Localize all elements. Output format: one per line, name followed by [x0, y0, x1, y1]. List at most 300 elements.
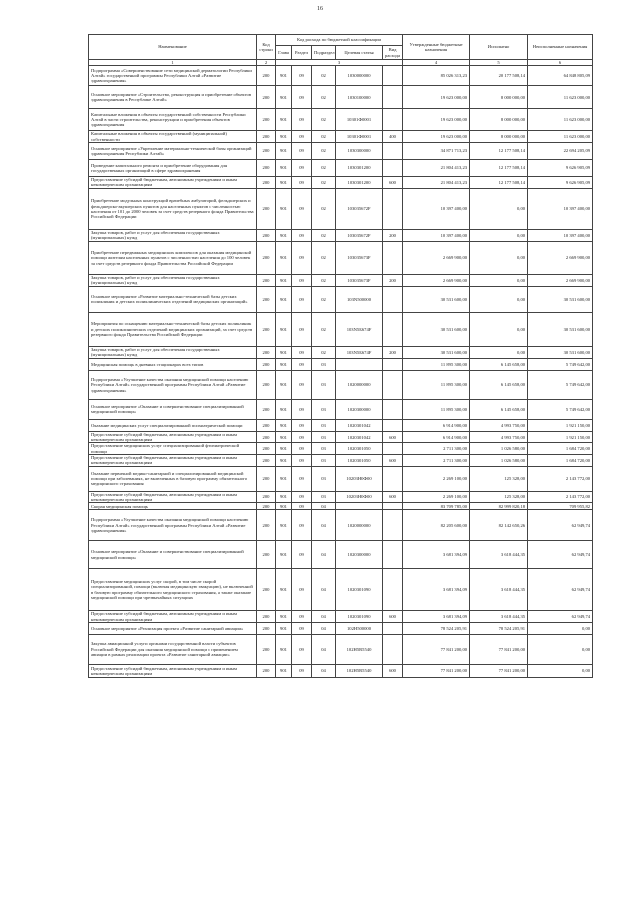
row-section: 09 — [292, 241, 312, 274]
table-row — [89, 159, 593, 176]
table-row — [89, 86, 593, 109]
colnum-5: 5 — [470, 60, 528, 66]
row-chapter: 901 — [276, 634, 292, 664]
row-chapter: 901 — [276, 358, 292, 370]
row-expense-type — [383, 419, 403, 431]
row-expense-type: 600 — [383, 431, 403, 443]
row-target: 1030000000 — [336, 66, 383, 86]
row-name: Скорая медицинская помощь — [89, 503, 257, 510]
row-section: 09 — [292, 503, 312, 510]
table-row — [89, 622, 593, 634]
row-code: 200 — [257, 66, 276, 86]
row-section: 09 — [292, 370, 312, 399]
row-section: 09 — [292, 229, 312, 241]
row-code: 200 — [257, 286, 276, 312]
row-name: Мероприятия по оснащению материально-технической базы детских поликлиник и детских поликлинических отделений медицинских организаций, за счет средств резервного фонда Правительства Российской Федерации — [89, 312, 257, 346]
row-subsection: 02 — [312, 188, 336, 229]
row-section: 09 — [292, 142, 312, 159]
row-approved: 19 623 000,00 — [403, 131, 470, 143]
row-executed: 12 177 508,14 — [470, 176, 528, 188]
row-unexecuted: 11 623 000,00 — [528, 109, 593, 131]
row-chapter: 901 — [276, 503, 292, 510]
row-chapter: 901 — [276, 399, 292, 419]
row-executed: 0,00 — [470, 346, 528, 358]
row-chapter: 901 — [276, 241, 292, 274]
row-target: 1020300000 — [336, 399, 383, 419]
row-chapter: 901 — [276, 66, 292, 86]
row-expense-type — [383, 358, 403, 370]
row-expense-type — [383, 286, 403, 312]
row-expense-type — [383, 86, 403, 109]
row-target: 102Н5R5540 — [336, 664, 383, 677]
row-section: 09 — [292, 131, 312, 143]
row-approved: 11 895 300,00 — [403, 399, 470, 419]
row-section: 09 — [292, 466, 312, 491]
row-chapter: 901 — [276, 346, 292, 358]
row-subsection: 02 — [312, 229, 336, 241]
row-approved: 3 681 394,09 — [403, 611, 470, 623]
row-target: 103035673F — [336, 241, 383, 274]
row-chapter: 901 — [276, 109, 292, 131]
table-row — [89, 241, 593, 274]
row-section: 09 — [292, 286, 312, 312]
row-executed: 4 993 750,00 — [470, 431, 528, 443]
row-code: 200 — [257, 399, 276, 419]
row-approved: 78 524 205,91 — [403, 622, 470, 634]
row-chapter: 901 — [276, 142, 292, 159]
row-name: Предоставление субсидий бюджетным, автономным учреждениям и иным некоммерческим организациям — [89, 176, 257, 188]
row-approved: 11 895 300,00 — [403, 370, 470, 399]
row-section: 09 — [292, 541, 312, 569]
row-chapter: 901 — [276, 370, 292, 399]
row-approved: 11 895 300,00 — [403, 358, 470, 370]
table-row — [89, 176, 593, 188]
row-target: 102Н5R5540 — [336, 634, 383, 664]
header-code: Код строки — [257, 35, 276, 60]
table-row — [89, 399, 593, 419]
row-expense-type — [383, 443, 403, 455]
row-executed: 125 328,00 — [470, 466, 528, 491]
row-unexecuted: 30 531 600,00 — [528, 286, 593, 312]
row-executed: 20 177 508,14 — [470, 66, 528, 86]
header-approved: Утвержденные бюджетные назначения — [403, 35, 470, 60]
row-target: 103035672F — [336, 188, 383, 229]
row-expense-type — [383, 466, 403, 491]
table-row — [89, 109, 593, 131]
row-subsection: 02 — [312, 312, 336, 346]
row-executed: 0,00 — [470, 274, 528, 286]
row-code: 200 — [257, 142, 276, 159]
row-target: 10203Н0Ф00 — [336, 491, 383, 503]
row-name: Предоставление субсидий бюджетным, автономным учреждениям и иным некоммерческим организациям — [89, 491, 257, 503]
row-target — [336, 358, 383, 370]
page-number: 16 — [317, 6, 323, 12]
row-chapter: 901 — [276, 159, 292, 176]
row-name: Оказание медицинских услуг специализированной психиатрической помощи — [89, 419, 257, 431]
row-name: Медицинская помощь в дневных стационарах всех типов — [89, 358, 257, 370]
row-code: 200 — [257, 510, 276, 541]
row-chapter: 901 — [276, 455, 292, 467]
row-code: 200 — [257, 346, 276, 358]
row-unexecuted: 2 669 900,00 — [528, 241, 593, 274]
row-executed: 0,00 — [470, 229, 528, 241]
table-row — [89, 419, 593, 431]
row-approved: 30 531 600,00 — [403, 286, 470, 312]
row-executed: 4 993 750,00 — [470, 419, 528, 431]
row-approved: 85 026 313,23 — [403, 66, 470, 86]
row-approved: 21 804 413,23 — [403, 159, 470, 176]
row-chapter: 901 — [276, 510, 292, 541]
row-expense-type: 600 — [383, 455, 403, 467]
row-approved: 77 841 200,00 — [403, 664, 470, 677]
row-code: 200 — [257, 541, 276, 569]
row-code: 200 — [257, 466, 276, 491]
row-executed: 0,00 — [470, 188, 528, 229]
row-section: 09 — [292, 188, 312, 229]
row-name: Оказание первичной медико-санитарной и специализированной медицинской помощи при заболеваниях, не включенных в базовую программу обязательного медицинского страхования — [89, 466, 257, 491]
row-name: Основное мероприятие «Развитие материально-технической базы детских поликлиник и детских поликлинических отделений медицинских организаций» — [89, 286, 257, 312]
header-unexecuted: Неисполненные назначения — [528, 35, 593, 60]
row-executed: 6 145 658,00 — [470, 358, 528, 370]
row-executed: 3 618 444,35 — [470, 541, 528, 569]
row-code: 200 — [257, 419, 276, 431]
row-chapter: 901 — [276, 312, 292, 346]
row-name: Приобретение модульных конструкций врачебных амбулаторий, фельдшерских и фельдшерско-акушерских пунктов для населенных пунктов с численностью населения от 101 до 2000 человек за счет средств резервного фонда Правительства Российской Федерации — [89, 188, 257, 229]
row-approved: 34 871 713,23 — [403, 142, 470, 159]
row-code: 200 — [257, 431, 276, 443]
row-code: 200 — [257, 455, 276, 467]
row-target: 1030100000 — [336, 86, 383, 109]
row-expense-type — [383, 66, 403, 86]
row-expense-type: 600 — [383, 491, 403, 503]
row-approved: 2 711 300,00 — [403, 443, 470, 455]
row-chapter: 901 — [276, 443, 292, 455]
row-unexecuted: 22 694 205,09 — [528, 142, 593, 159]
row-unexecuted: 30 531 600,00 — [528, 346, 593, 358]
colnum-6: 6 — [528, 60, 593, 66]
row-expense-type — [383, 510, 403, 541]
row-approved: 2 669 900,00 — [403, 241, 470, 274]
row-code: 200 — [257, 109, 276, 131]
row-subsection: 04 — [312, 510, 336, 541]
row-subsection: 02 — [312, 142, 336, 159]
row-code: 200 — [257, 86, 276, 109]
row-name: Капитальные вложения в объекты государственной (муниципальной) собственности — [89, 131, 257, 143]
colnum-4: 4 — [403, 60, 470, 66]
row-section: 09 — [292, 431, 312, 443]
row-unexecuted: 62 949,74 — [528, 611, 593, 623]
row-expense-type: 200 — [383, 229, 403, 241]
row-target: 103035672F — [336, 229, 383, 241]
row-approved: 30 531 600,00 — [403, 312, 470, 346]
row-subsection: 03 — [312, 466, 336, 491]
table-row — [89, 142, 593, 159]
row-section: 09 — [292, 66, 312, 86]
row-name: Основное мероприятие «Реализация проекта «Развитие санитарной авиации» — [89, 622, 257, 634]
row-unexecuted: 30 531 600,00 — [528, 312, 593, 346]
row-unexecuted: 64 848 805,09 — [528, 66, 593, 86]
row-name: Приобретение передвижных медицинских комплексов для оказания медицинской помощи жителям населенных пунктов с численностью населения до 100 человек за счет средств резервного фонда Правительства Российской Федерации — [89, 241, 257, 274]
row-name: Основное мероприятие «Строительство, реконструкция и приобретение объектов здравоохранения в Республике Алтай» — [89, 86, 257, 109]
row-executed: 6 145 658,00 — [470, 370, 528, 399]
table-row — [89, 346, 593, 358]
header-chapter: Глава — [276, 46, 292, 60]
row-subsection: 04 — [312, 503, 336, 510]
row-section: 09 — [292, 622, 312, 634]
table-row — [89, 286, 593, 312]
row-unexecuted: 2 143 772,00 — [528, 466, 593, 491]
row-approved: 19 623 000,00 — [403, 109, 470, 131]
row-approved: 21 804 413,23 — [403, 176, 470, 188]
row-approved: 2 269 100,00 — [403, 466, 470, 491]
row-executed: 8 000 000,00 — [470, 131, 528, 143]
row-section: 09 — [292, 109, 312, 131]
row-name: Закупка товаров, работ и услуг для обеспечения государственных (муниципальных) нужд — [89, 229, 257, 241]
header-subsection: Подраздел — [312, 46, 336, 60]
row-subsection: 03 — [312, 431, 336, 443]
row-approved: 3 681 394,09 — [403, 541, 470, 569]
row-subsection: 04 — [312, 541, 336, 569]
row-subsection: 04 — [312, 622, 336, 634]
row-name: Проведение капитального ремонта и приобретение оборудования для государственных организаций в сфере здравоохранения — [89, 159, 257, 176]
row-executed: 3 618 444,35 — [470, 569, 528, 611]
row-expense-type: 400 — [383, 131, 403, 143]
row-section: 09 — [292, 569, 312, 611]
row-target: 103N5Б674F — [336, 312, 383, 346]
table-row — [89, 503, 593, 510]
row-name: Предоставление медицинских услуг скорой, в том числе скорой специализированной, помощи (включая медицинскую эвакуацию), не включенной в базовую программу обязательного медицинского страхования, а также оказание медицинской помощи при чрезвычайных ситуациях — [89, 569, 257, 611]
row-unexecuted: 1 921 150,00 — [528, 431, 593, 443]
row-executed: 0,00 — [470, 286, 528, 312]
row-unexecuted: 5 749 642,00 — [528, 370, 593, 399]
row-chapter: 901 — [276, 431, 292, 443]
row-code: 200 — [257, 622, 276, 634]
row-chapter: 901 — [276, 664, 292, 677]
row-name: Капитальные вложения в объекты государственной собственности Республики Алтай в части строительства, реконструкции и приобретения объектов здравоохранения — [89, 109, 257, 131]
row-executed: 12 177 508,14 — [470, 159, 528, 176]
table-row — [89, 510, 593, 541]
row-target: 1030301200 — [336, 176, 383, 188]
row-expense-type — [383, 159, 403, 176]
row-expense-type: 600 — [383, 664, 403, 677]
row-section: 09 — [292, 399, 312, 419]
row-subsection: 02 — [312, 131, 336, 143]
row-name: Подпрограмма «Улучшение качества оказания медицинской помощи населению Республики Алтай» государственной программы Республики Алтай «Развитие здравоохранения» — [89, 370, 257, 399]
row-expense-type — [383, 241, 403, 274]
table-row — [89, 431, 593, 443]
row-target: 103N500000 — [336, 286, 383, 312]
row-section: 09 — [292, 455, 312, 467]
row-section: 09 — [292, 491, 312, 503]
row-expense-type — [383, 188, 403, 229]
row-subsection: 03 — [312, 358, 336, 370]
row-name: Предоставление субсидий бюджетным, автономным учреждениям и иным некоммерческим организациям — [89, 664, 257, 677]
row-name: Закупка авиационной услуги органами государственной власти субъектов Российской Федерации для оказания медицинской помощи с применением авиации в рамках реализации проекта «Развитие санитарной авиации» — [89, 634, 257, 664]
row-chapter: 901 — [276, 611, 292, 623]
row-executed: 77 841 200,00 — [470, 634, 528, 664]
table-row — [89, 569, 593, 611]
row-chapter: 901 — [276, 466, 292, 491]
row-code: 200 — [257, 274, 276, 286]
row-approved: 3 681 394,09 — [403, 569, 470, 611]
row-section: 09 — [292, 176, 312, 188]
row-chapter: 901 — [276, 86, 292, 109]
row-expense-type — [383, 634, 403, 664]
row-unexecuted: 1 684 720,00 — [528, 443, 593, 455]
row-approved: 6 914 900,00 — [403, 431, 470, 443]
row-executed: 78 524 205,91 — [470, 622, 528, 634]
colnum-3: 3 — [276, 60, 403, 66]
row-target: 1020301090 — [336, 569, 383, 611]
row-subsection: 03 — [312, 443, 336, 455]
row-code: 200 — [257, 241, 276, 274]
row-subsection: 02 — [312, 109, 336, 131]
row-unexecuted: 0,00 — [528, 664, 593, 677]
row-name: Подпрограмма «Совершенствование сети медицинской дерматологии Республики Алтай» государственной программы Республики Алтай «Развитие здравоохранения» — [89, 66, 257, 86]
row-section: 09 — [292, 159, 312, 176]
row-section: 09 — [292, 510, 312, 541]
table-row — [89, 541, 593, 569]
row-subsection: 03 — [312, 491, 336, 503]
row-target: 102Н500000 — [336, 622, 383, 634]
row-code: 200 — [257, 491, 276, 503]
row-name: Основное мероприятие «Оказание и совершенствование специализированной медицинской помощи» — [89, 541, 257, 569]
colnum-1: 1 — [89, 60, 257, 66]
row-chapter: 901 — [276, 491, 292, 503]
row-subsection: 03 — [312, 419, 336, 431]
row-subsection: 02 — [312, 66, 336, 86]
row-section: 09 — [292, 664, 312, 677]
table-row — [89, 188, 593, 229]
row-target: 1020301042 — [336, 419, 383, 431]
header-section: Раздел — [292, 46, 312, 60]
row-unexecuted: 10 397 400,00 — [528, 229, 593, 241]
row-unexecuted: 62 949,74 — [528, 569, 593, 611]
row-code: 200 — [257, 503, 276, 510]
row-subsection: 04 — [312, 611, 336, 623]
row-chapter: 901 — [276, 286, 292, 312]
row-code: 200 — [257, 569, 276, 611]
row-approved: 10 397 400,00 — [403, 188, 470, 229]
row-chapter: 901 — [276, 229, 292, 241]
row-expense-type — [383, 109, 403, 131]
row-section: 09 — [292, 346, 312, 358]
row-chapter: 901 — [276, 569, 292, 611]
row-subsection: 03 — [312, 370, 336, 399]
row-approved: 77 841 200,00 — [403, 634, 470, 664]
row-target: 1020301042 — [336, 431, 383, 443]
row-target: 1020000000 — [336, 370, 383, 399]
row-unexecuted: 9 626 905,09 — [528, 159, 593, 176]
row-target: 1030300000 — [336, 142, 383, 159]
row-unexecuted: 62 949,74 — [528, 541, 593, 569]
row-expense-type — [383, 622, 403, 634]
row-target: 1030301200 — [336, 159, 383, 176]
row-expense-type — [383, 142, 403, 159]
row-executed: 125 328,00 — [470, 491, 528, 503]
row-name: Закупка товаров, работ и услуг для обеспечения государственных (муниципальных) нужд — [89, 346, 257, 358]
header-bcc-group: Код расхода по бюджетной классификации — [276, 35, 403, 46]
row-expense-type — [383, 399, 403, 419]
row-unexecuted: 10 397 400,00 — [528, 188, 593, 229]
row-subsection: 02 — [312, 176, 336, 188]
row-target: 1020301050 — [336, 443, 383, 455]
row-unexecuted: 5 749 642,00 — [528, 399, 593, 419]
row-unexecuted: 0,00 — [528, 622, 593, 634]
row-unexecuted: 9 626 905,09 — [528, 176, 593, 188]
row-chapter: 901 — [276, 622, 292, 634]
row-unexecuted: 0,00 — [528, 634, 593, 664]
table-row — [89, 466, 593, 491]
row-target: 10203Н0Ф00 — [336, 466, 383, 491]
row-subsection: 02 — [312, 241, 336, 274]
row-name: Закупка товаров, работ и услуг для обеспечения государственных (муниципальных) нужд — [89, 274, 257, 286]
table-row — [89, 611, 593, 623]
row-approved: 82 205 600,00 — [403, 510, 470, 541]
header-expense-type: Вид расхода — [383, 46, 403, 60]
row-expense-type — [383, 569, 403, 611]
row-expense-type — [383, 503, 403, 510]
row-subsection: 04 — [312, 569, 336, 611]
row-target: 103035673F — [336, 274, 383, 286]
row-executed: 77 841 200,00 — [470, 664, 528, 677]
header-name: Наименование — [89, 35, 257, 60]
row-code: 200 — [257, 370, 276, 399]
row-chapter: 901 — [276, 274, 292, 286]
row-approved: 10 397 400,00 — [403, 229, 470, 241]
row-expense-type: 600 — [383, 611, 403, 623]
row-expense-type: 200 — [383, 274, 403, 286]
row-subsection: 02 — [312, 346, 336, 358]
row-chapter: 901 — [276, 541, 292, 569]
row-chapter: 901 — [276, 419, 292, 431]
header-target: Целевая статья — [336, 46, 383, 60]
row-executed: 0,00 — [470, 312, 528, 346]
row-code: 200 — [257, 159, 276, 176]
row-executed: 8 000 000,00 — [470, 109, 528, 131]
row-subsection: 02 — [312, 274, 336, 286]
table-row — [89, 131, 593, 143]
row-unexecuted: 1 921 150,00 — [528, 419, 593, 431]
row-chapter: 901 — [276, 131, 292, 143]
row-name: Подпрограмма «Улучшение качества оказания медицинской помощи населению Республики Алтай» государственной программы Республики Алтай «Развитие здравоохранения» — [89, 510, 257, 541]
row-target: 1020000000 — [336, 510, 383, 541]
row-target: 10301Ф0001 — [336, 109, 383, 131]
colnum-2: 2 — [257, 60, 276, 66]
row-code: 200 — [257, 611, 276, 623]
table-row — [89, 358, 593, 370]
row-name: Основное мероприятие «Укрепление материально-технической базы организаций здравоохранения Республики Алтай» — [89, 142, 257, 159]
row-target: 1020300000 — [336, 541, 383, 569]
row-expense-type — [383, 370, 403, 399]
table-row — [89, 491, 593, 503]
table-row — [89, 443, 593, 455]
table-row — [89, 370, 593, 399]
row-code: 200 — [257, 443, 276, 455]
row-executed: 8 000 000,00 — [470, 86, 528, 109]
row-subsection: 03 — [312, 399, 336, 419]
table-row — [89, 312, 593, 346]
row-section: 09 — [292, 634, 312, 664]
row-name: Основное мероприятие «Оказание и совершенствование специализированной медицинской помощи» — [89, 399, 257, 419]
row-executed: 82 142 650,26 — [470, 510, 528, 541]
header-executed: Исполнено — [470, 35, 528, 60]
row-expense-type: 600 — [383, 176, 403, 188]
row-unexecuted: 1 684 720,00 — [528, 455, 593, 467]
table-row — [89, 66, 593, 86]
row-subsection: 02 — [312, 159, 336, 176]
row-section: 09 — [292, 358, 312, 370]
